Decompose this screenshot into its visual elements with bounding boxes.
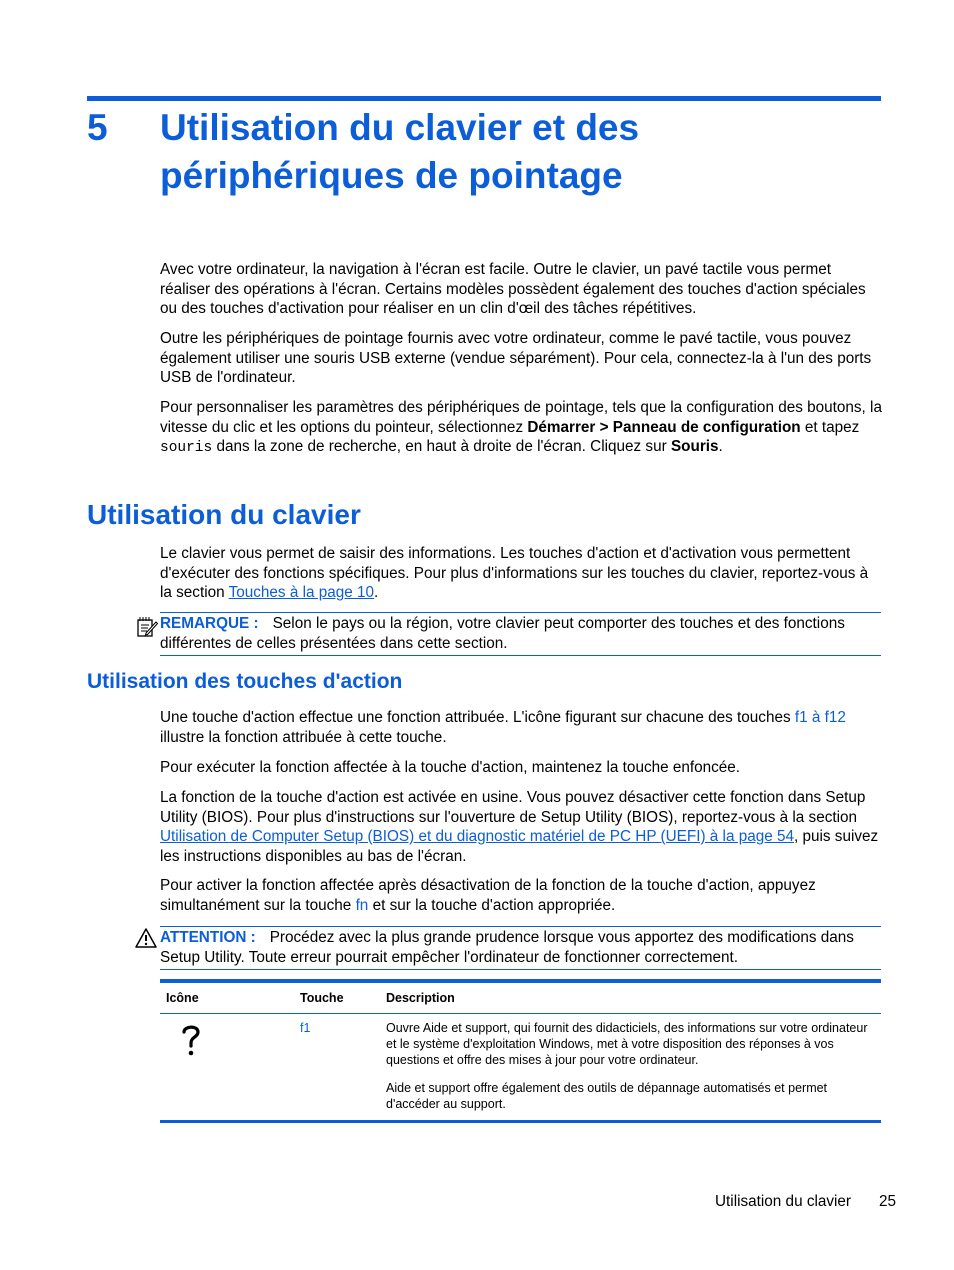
- note-icon: [136, 616, 158, 638]
- chapter-title-line1: Utilisation du clavier et des: [160, 107, 640, 148]
- menu-item: Souris: [670, 438, 719, 455]
- action-keys-table: [160, 979, 881, 1123]
- text: dans la zone de recherche, en haut à droite de l'écran. Cliquez sur: [212, 438, 671, 455]
- column-header-icon: Icône: [160, 981, 294, 1014]
- text: La fonction de la touche d'action est activée en usine. Vous pouvez désactiver cette fonction dans Setup Utility (BIOS). Pour plus d'instructions sur l'ouverture de Setup Utility (BIOS), reportez-vous à la section: [160, 789, 866, 826]
- caution-label: ATTENTION :: [160, 929, 256, 946]
- chapter-title-line2: périphériques de pointage: [160, 155, 623, 196]
- chapter-title: [160, 104, 880, 200]
- text: Une touche d'action effectue une fonction attribuée. L'icône figurant sur chacune des touches: [160, 709, 795, 726]
- description-text-1: Ouvre Aide et support, qui fournit des didacticiels, des informations sur votre ordinateur et le système d'exploitation Windows, met à votre disposition des réponses à vos questions et offre des mises à jour pour votre ordinateur.: [386, 1021, 868, 1067]
- text: Pour activer la fonction affectée après désactivation de la fonction de la touche d'action, appuyez simultanément sur la touche: [160, 877, 816, 914]
- key-cell: f1: [294, 1014, 380, 1122]
- fn-key: fn: [355, 896, 369, 914]
- note-text: Selon le pays ou la région, votre clavier peut comporter des touches et des fonctions différentes de celles présentées dans cette section.: [160, 615, 845, 652]
- action-paragraph-4: [160, 876, 882, 915]
- link-keys-page-10[interactable]: Touches à la page 10: [228, 584, 375, 601]
- text: Le clavier vous permet de saisir des informations. Les touches d'action et d'activation vous permettent d'exécuter des fonctions spécifiques. Pour plus d'informations sur les touches du clavier, reportez-vous à la section: [160, 545, 869, 601]
- footer-page-number: 25: [879, 1193, 897, 1210]
- keyboard-paragraph: [160, 544, 882, 603]
- text: .: [374, 584, 379, 601]
- text: Pour personnaliser les paramètres des périphériques de pointage, tels que la configuration des boutons, la vitesse du clic et les options du pointeur, sélectionnez: [160, 399, 882, 436]
- text: , puis suivez les instructions disponibles au bas de l'écran.: [160, 828, 879, 865]
- link-computer-setup-page-54[interactable]: Utilisation de Computer Setup (BIOS) et du diagnostic matériel de PC HP (UEFI) à la page 54: [160, 828, 794, 845]
- section-heading-action-keys: Utilisation des touches d'action: [87, 670, 403, 693]
- text: .: [718, 438, 723, 455]
- intro-paragraph-3: [160, 398, 882, 459]
- action-paragraph-1: [160, 708, 882, 747]
- action-paragraph-2: Pour exécuter la fonction affectée à la touche d'action, maintenez la touche enfoncée.: [160, 759, 741, 776]
- column-header-key: Touche: [294, 981, 380, 1014]
- chapter-number: 5: [87, 107, 108, 148]
- column-header-description: Description: [380, 981, 881, 1014]
- table-row: [160, 1014, 881, 1122]
- section-heading-keyboard: Utilisation du clavier: [87, 499, 361, 530]
- intro-paragraph-2: Outre les périphériques de pointage fournis avec votre ordinateur, comme le pavé tactile, vous pouvez également utiliser une souris USB externe (vendue séparément). Pour cela, connectez-la à l'un des ports USB de l'ordinateur.: [160, 330, 872, 386]
- caution-text: Procédez avec la plus grande prudence lorsque vous apportez des modifications dans Setup Utility. Toute erreur pourrait empêcher l'ordinateur de fonctionner correctement.: [160, 929, 854, 966]
- description-cell: [380, 1014, 881, 1122]
- footer-section-title: Utilisation du clavier: [715, 1193, 852, 1210]
- code-term: souris: [160, 440, 213, 456]
- intro-paragraph-1: Avec votre ordinateur, la navigation à l'écran est facile. Outre le clavier, un pavé tactile vous permet réaliser des opérations à l'écran. Certains modèles possèdent également des touches d'action spéciales ou des touches d'activation pour réaliser en un clin d'œil des tâches répétitives.: [160, 261, 866, 317]
- note-box: [160, 612, 881, 656]
- caution-box: [160, 926, 881, 970]
- table-header-row: [160, 981, 881, 1014]
- key-range: f1 à f12: [794, 709, 846, 726]
- text: et sur la touche d'action appropriée.: [368, 896, 616, 914]
- text: illustre la fonction attribuée à cette touche.: [160, 728, 447, 746]
- action-paragraph-3: [160, 788, 882, 866]
- menu-path: Démarrer > Panneau de configuration: [527, 418, 801, 436]
- description-text-2: Aide et support offre également des outils de dépannage automatisés et permet d'accéder au support.: [386, 1081, 828, 1111]
- note-label: REMARQUE :: [160, 615, 259, 632]
- text: et tapez: [800, 418, 860, 436]
- warning-icon: [135, 927, 157, 949]
- question-mark-icon: [176, 1022, 206, 1058]
- chapter-rule: [87, 96, 881, 101]
- icon-cell: [160, 1014, 294, 1122]
